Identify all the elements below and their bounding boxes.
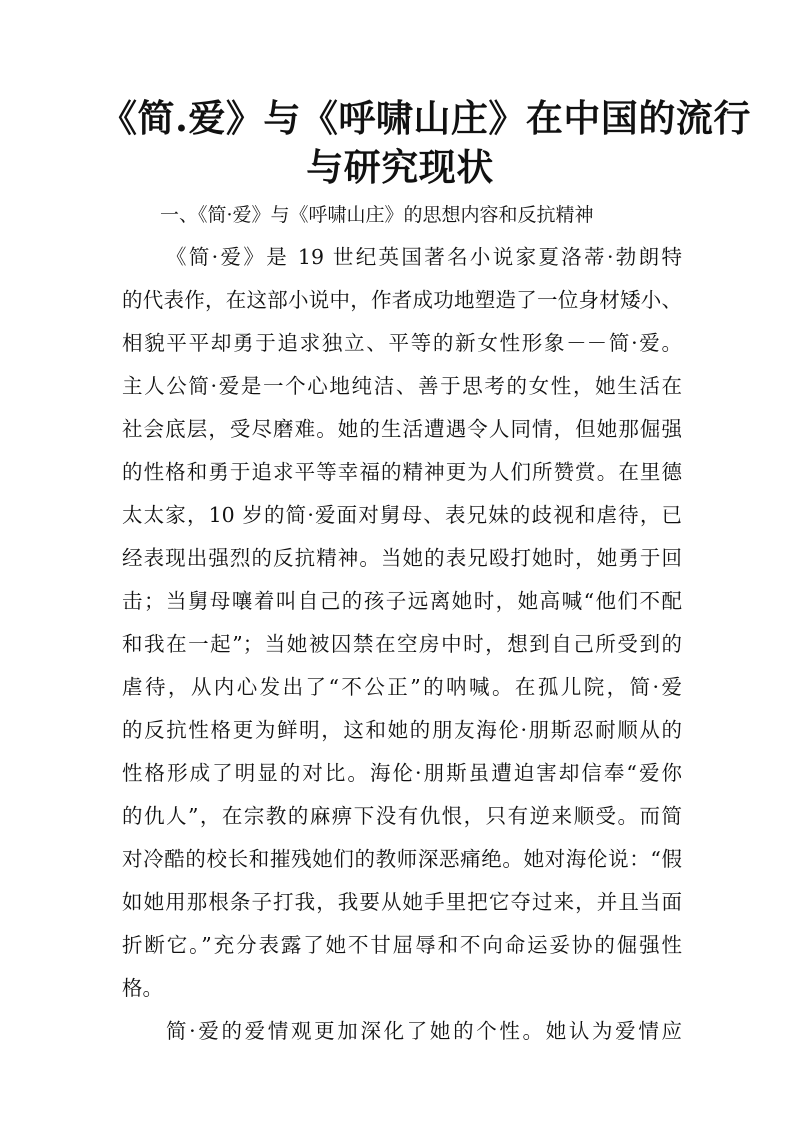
paragraph-line: 如她用那根条子打我，我要从她手里把它夺过来，并且当面 bbox=[122, 890, 682, 914]
document-title-line-1: 《简.爱》与《呼啸山庄》在中国的流行 bbox=[100, 96, 751, 140]
section-heading: 一、《简·爱》与《呼啸山庄》的思想内容和反抗精神 bbox=[160, 204, 594, 226]
paragraph-line: 对冷酷的校长和摧残她们的教师深恶痛绝。她对海伦说：“假 bbox=[122, 847, 682, 871]
paragraph-line: 的反抗性格更为鲜明，这和她的朋友海伦·朋斯忍耐顺从的 bbox=[122, 718, 682, 742]
paragraph-line: 的代表作，在这部小说中，作者成功地塑造了一位身材矮小、 bbox=[122, 288, 682, 312]
paragraph-line: 主人公简·爱是一个心地纯洁、善于思考的女性，她生活在 bbox=[122, 374, 682, 398]
paragraph-line: 和我在一起”；当她被囚禁在空房中时，想到自己所受到的 bbox=[122, 632, 682, 656]
paragraph-line: 相貌平平却勇于追求独立、平等的新女性形象－－简·爱。 bbox=[122, 331, 682, 355]
document-title-line-2: 与研究现状 bbox=[306, 145, 494, 189]
paragraph-line: 格。 bbox=[122, 976, 163, 1000]
paragraph-line: 击；当舅母嚷着叫自己的孩子远离她时，她高喊“他们不配 bbox=[122, 589, 682, 613]
paragraph-line: 太太家，10 岁的简·爱面对舅母、表兄妹的歧视和虐待，已 bbox=[122, 503, 682, 527]
paragraph-line: 的性格和勇于追求平等幸福的精神更为人们所赞赏。在里德 bbox=[122, 460, 682, 484]
paragraph-line: 经表现出强烈的反抗精神。当她的表兄殴打她时，她勇于回 bbox=[122, 546, 682, 570]
paragraph-line: 的仇人”，在宗教的麻痹下没有仇恨，只有逆来顺受。而简 bbox=[122, 804, 682, 828]
paragraph-line: 《简·爱》是 19 世纪英国著名小说家夏洛蒂·勃朗特 bbox=[166, 245, 682, 269]
paragraph-line: 折断它。”充分表露了她不甘屈辱和不向命运妥协的倔强性 bbox=[122, 933, 682, 957]
paragraph-line: 社会底层，受尽磨难。她的生活遭遇令人同情，但她那倔强 bbox=[122, 417, 682, 441]
paragraph-line: 虐待，从内心发出了“不公正”的呐喊。在孤儿院，简·爱 bbox=[122, 675, 682, 699]
paragraph-line: 简·爱的爱情观更加深化了她的个性。她认为爱情应 bbox=[166, 1019, 682, 1043]
paragraph-line: 性格形成了明显的对比。海伦·朋斯虽遭迫害却信奉“爱你 bbox=[122, 761, 682, 785]
